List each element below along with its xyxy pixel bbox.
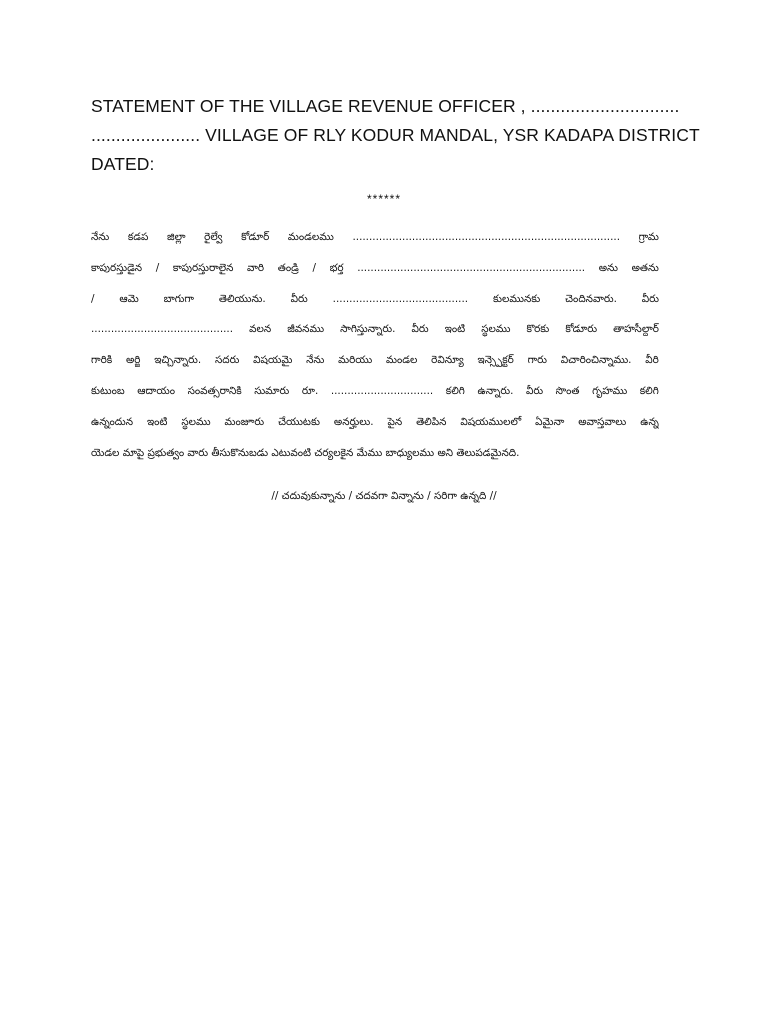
body-line: ఉన్నందున ఇంటి స్థలము మంజూరు చేయుటకు అనర్హులు. పైన తెలిపిన విషయములలో ఏమైనా అవాస్తవాలు ఉన్న: [91, 415, 659, 428]
body-line: కాపురస్తుడైన / కాపురస్తురాలైన వారి తండ్రి / భర్త ..................................................................... అను అతను: [91, 261, 659, 274]
body-line: యెడల మాపై ప్రభుత్వం వారు తీసుకొనుబడు ఎటువంటి చర్యలకైన మేము బాధ్యులము అని తెలుపడమైనది.: [91, 446, 520, 459]
heading-line-3-dated: DATED:: [91, 154, 155, 174]
body-line: కుటుంబ ఆదాయం సంవత్సరానికి సుమారు రూ. ............................... కలిగి ఉన్నారు. వీరు సొంత గృహము కలిగి: [91, 384, 659, 397]
body-line: నేను కడప జిల్లా రైల్వే కోడూర్ మండలము ................................................................................. గ్రామ: [91, 231, 659, 243]
body-line: గారికి అర్జి ఇచ్చిన్నారు. సదరు విషయమై నేను మరియు మండల రెవిన్యూ ఇన్స్పెక్టర్ గారు విచారించిన్నాము. వీరి: [91, 354, 659, 367]
acknowledgement-line: // చదువుకున్నాను / చదవగా విన్నాను / సరిగా ఉన్నది //: [271, 490, 497, 502]
heading-line-2: ...................... VILLAGE OF RLY KODUR MANDAL, YSR KADAPA DISTRICT: [91, 125, 700, 145]
statement-body: [91, 222, 659, 468]
body-line: / ఆమె బాగుగా తెలియును. వీరు ......................................... కులమునకు చెందినవారు. వీరు: [91, 292, 659, 305]
body-line: ........................................... వలన జీవనము సాగిస్తున్నారు. వీరు ఇంటి స్థలము కొరకు కోడూరు తాహసీల్దార్: [91, 323, 659, 336]
statement-heading: [91, 92, 700, 179]
heading-line-1: STATEMENT OF THE VILLAGE REVENUE OFFICER , ..............................: [91, 96, 680, 116]
separator-stars: ******: [366, 192, 402, 206]
